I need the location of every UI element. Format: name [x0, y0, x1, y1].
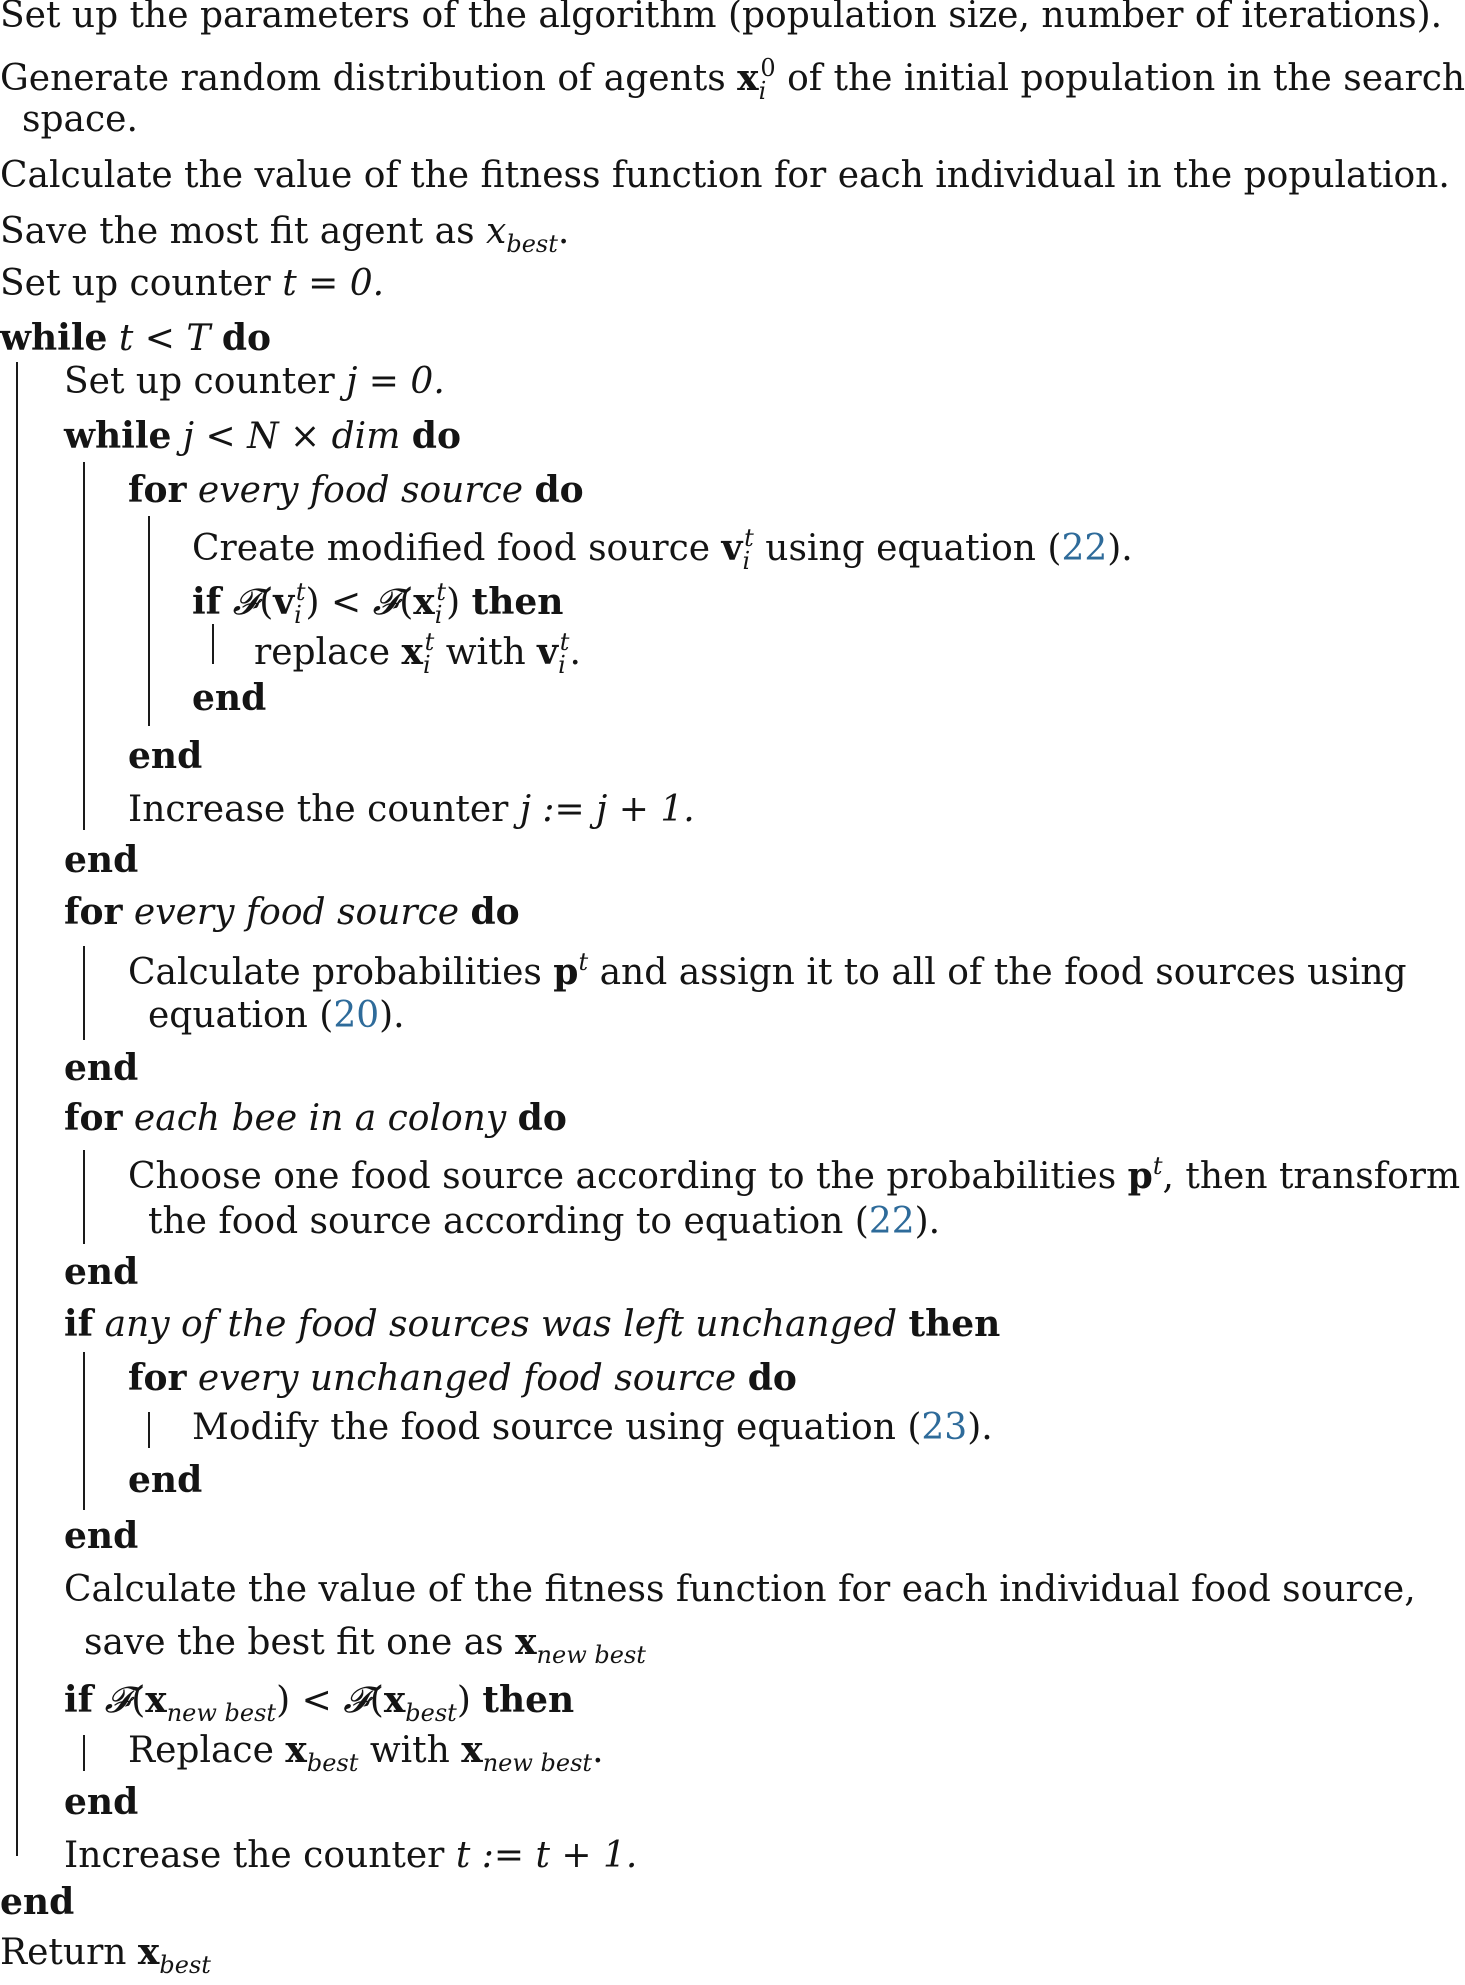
while-outer-bar: [16, 362, 18, 1856]
equation-ref-23[interactable]: 23: [921, 1407, 968, 1448]
line-if-new-best: if $𝓕(x_{new best})$ < $𝓕(x_{best})$ then: [64, 1679, 575, 1727]
if-best-bar: [83, 1735, 85, 1771]
line-while-inner: while j < N × dim do: [64, 415, 461, 457]
line-create-modified: Create modified food source $v_i^t$ using equation (22).: [192, 524, 1133, 575]
equation-ref-22[interactable]: 22: [1061, 528, 1108, 569]
for-food-bar: [148, 516, 150, 726]
line-calc-fitness: Calculate the value of the fitness function for each individual in the population.: [0, 155, 1450, 196]
line-save-new-best: save the best fit one as $x_{new best}$: [84, 1621, 646, 1669]
for-bee-bar: [83, 1150, 85, 1244]
line-space: space.: [22, 99, 138, 140]
line-choose-food: Choose one food source according to the probabilities $p^t$, then transform: [128, 1152, 1461, 1197]
line-if-unchanged: if any of the food sources was left unchanged then: [64, 1303, 1001, 1345]
line-modify-food: Modify the food source using equation (23).: [192, 1407, 993, 1448]
line-end-for-prob: end: [64, 1047, 139, 1089]
equation-ref-20[interactable]: 20: [333, 995, 380, 1036]
line-increase-j: Increase the counter j := j + 1.: [128, 789, 695, 830]
line-end-while-inner: end: [64, 839, 139, 881]
line-equation-20: equation (20).: [148, 995, 405, 1036]
equation-ref-22b[interactable]: 22: [868, 1201, 915, 1242]
while-inner-bar: [83, 462, 85, 830]
line-end-for-unchanged: end: [128, 1459, 203, 1501]
line-for-every-unchanged: for every unchanged food source do: [128, 1357, 797, 1399]
line-end-if-best: end: [64, 1781, 139, 1823]
line-set-counter-t: Set up counter t = 0.: [0, 263, 385, 304]
line-while-outer: while t < T do: [0, 317, 272, 359]
line-end-while-outer: end: [0, 1881, 75, 1923]
line-setup-params: Set up the parameters of the algorithm (population size, number of iterations).: [0, 0, 1443, 36]
line-end-for-food: end: [128, 735, 203, 777]
line-generate-agents: Generate random distribution of agents $x_i^0$ of the initial population in the search: [0, 54, 1465, 105]
line-calc-probabilities: Calculate probabilities $p^t$ and assign it to all of the food sources using: [128, 948, 1407, 993]
line-replace-x: replace $x_i^t$ with $v_i^t$.: [254, 628, 581, 679]
line-calc-fitness-food: Calculate the value of the fitness function for each individual food source,: [64, 1569, 1416, 1610]
for-unchanged-bar: [148, 1412, 150, 1448]
line-for-every-food: for every food source do: [128, 469, 584, 511]
line-end-if: end: [192, 677, 267, 719]
line-transform-food: the food source according to equation (22).: [148, 1201, 941, 1242]
line-if-compare: if $𝓕(v_i^t)$ < $𝓕(x_i^t)$ then: [192, 578, 564, 629]
line-save-best: Save the most fit agent as $x_{best}$.: [0, 211, 570, 258]
line-set-counter-j: Set up counter j = 0.: [64, 361, 445, 402]
line-for-each-bee: for each bee in a colony do: [64, 1097, 567, 1139]
line-return: Return $x_{best}$: [0, 1931, 211, 1979]
line-end-if-unchanged: end: [64, 1515, 139, 1557]
for-prob-bar: [83, 946, 85, 1040]
line-end-for-bee: end: [64, 1251, 139, 1293]
line-replace-best: Replace $x_{best}$ with $x_{new best}$.: [128, 1729, 604, 1777]
line-increase-t: Increase the counter t := t + 1.: [64, 1835, 638, 1876]
if-unchanged-bar: [83, 1352, 85, 1510]
line-for-every-food-prob: for every food source do: [64, 891, 520, 933]
